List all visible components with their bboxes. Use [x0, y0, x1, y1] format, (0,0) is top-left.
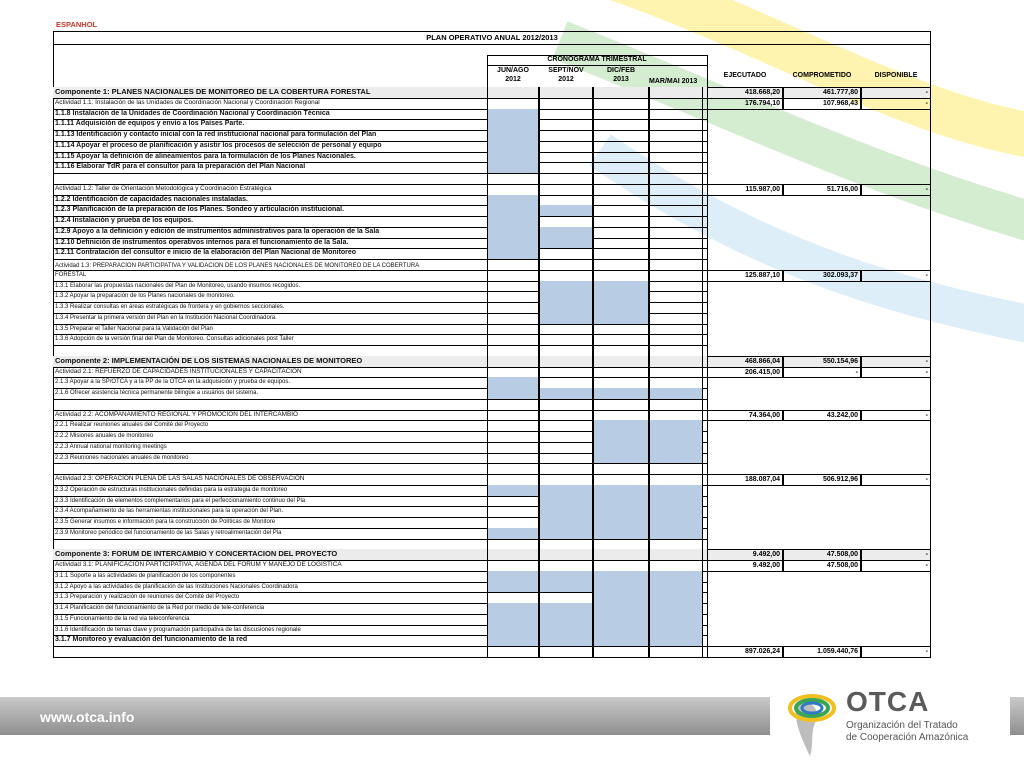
- row-label: 1.2.3 Planificación de la preparación de los Planes. Sondeo y articulación institucional.: [55, 206, 345, 214]
- table-row: [53, 496, 931, 507]
- grid-line: [707, 55, 708, 87]
- value-disponible: -: [861, 367, 931, 379]
- row-label: 1.3.6 Adopción de la versión final del Plan de Monitoreo. Consultas adicionales post Taller: [55, 336, 294, 343]
- table-row: [53, 141, 931, 152]
- table-row: [53, 324, 931, 335]
- table-row: [53, 356, 931, 367]
- value-disponible: -: [861, 549, 931, 561]
- row-label: 1.2.10 Definición de instrumentos operativos internos para el funcionamiento de la Sala.: [55, 238, 349, 246]
- plan-operativo-table: [53, 31, 931, 679]
- value-disponible: -: [861, 410, 931, 422]
- quarter-header-line1: DIC/FEB: [607, 67, 635, 74]
- row-label: 1.1.15 Apoyar la definición de alineamientos para la formulación de los Planes Nacionales.: [55, 152, 356, 160]
- row-label: 3.1.1 Soporte a las actividades de planificación de los componentes: [55, 572, 236, 579]
- table-row: [53, 431, 931, 442]
- table-row: [53, 291, 931, 302]
- row-label: 2.1.6 Ofrecer asistencia técnica permanente bilingüe a usuários del sistema.: [55, 390, 259, 396]
- value-comprometido: 550.154,96: [783, 356, 861, 368]
- row-label: 1.1.14 Apoyar el proceso de planificación y asistir los procesos de selección de personal y equipo: [55, 141, 382, 149]
- table-row: [53, 635, 931, 646]
- table-row: [53, 517, 931, 528]
- amazon-map-emblem-icon: [770, 676, 850, 766]
- value-ejecutado: 74.364,00: [707, 410, 783, 422]
- value-comprometido: 302.093,37: [783, 270, 861, 282]
- column-header-comprometido: COMPROMETIDO: [792, 72, 852, 79]
- row-label: 2.3.2 Operación de estructuras institucionales definidas para la estrategia de monitoreo: [55, 486, 288, 493]
- row-label: 2.2.3 Annual national monitoring meetings: [55, 443, 167, 450]
- value-ejecutado: 115.987,00: [707, 184, 783, 196]
- value-ejecutado: 9.492,00: [707, 549, 783, 561]
- quarter-header-line1: JUN/AGO: [497, 67, 529, 74]
- footer-url[interactable]: www.otca.info: [40, 709, 135, 725]
- value-ejecutado: 9.492,00: [707, 560, 783, 572]
- value-disponible: -: [861, 87, 931, 99]
- row-label: 1.1.11 Adquisición de equipos y envío a los Países Parte.: [55, 120, 245, 128]
- table-row: [53, 262, 931, 281]
- value-ejecutado: 206.415,00: [707, 367, 783, 379]
- table-row: [53, 377, 931, 388]
- row-label: 1.2.11 Contratación del consultor e inicio de la elaboración del Plan Nacional de Monitoreo: [55, 249, 357, 257]
- value-comprometido: 47.508,00: [783, 560, 861, 572]
- table-row: [53, 205, 931, 216]
- quarter-header-2: [539, 66, 593, 86]
- org-name-line-1: Organización del Tratado: [846, 720, 958, 731]
- row-label: 3.1.2 Apoyo a las actividades de planificación de las Instituciones Nacionales Coordinadora: [55, 583, 298, 590]
- value-comprometido: 47.508,00: [783, 549, 861, 561]
- table-row: [53, 313, 931, 324]
- table-row: [53, 238, 931, 249]
- value-ejecutado: 188.087,04: [707, 474, 783, 486]
- table-row: [53, 571, 931, 582]
- value-disponible: -: [861, 98, 931, 110]
- row-label: 3.1.7 Monitoreo y evaluación del funcionamiento de la red: [55, 636, 248, 644]
- table-row: [53, 195, 931, 206]
- value-comprometido: 51.716,00: [783, 184, 861, 196]
- value-disponible: -: [861, 474, 931, 486]
- otca-wordmark: OTCA: [846, 686, 930, 717]
- table-row: [53, 388, 931, 399]
- value-comprometido: 461.777,80: [783, 87, 861, 99]
- table-row: [53, 399, 931, 410]
- row-label-line2: FORESTAL: [55, 271, 87, 278]
- table-row: [53, 184, 931, 195]
- table-row: [53, 614, 931, 625]
- row-label: Actividad 1.3: PREPARACIÓN PARTICIPATIVA Y VALIDACIÓN DE LOS PLANES NACIONALES DE MONITOREO DE LA COBERTURA: [55, 262, 420, 269]
- row-label: 1.3.5 Preparar el Taller Nacional para la Validación del Plan: [55, 325, 213, 332]
- row-label: 1.1.8 Instalación de la Unidades de Coordinación Nacional y Coordinación Técnica: [55, 109, 330, 117]
- row-label: 1.3.3 Realizar consultas en áreas estratégicas de frontera y en gobiernos seccionales.: [55, 304, 285, 310]
- row-label: 1.1.13 Identificación y contacto inicial con la red institucional nacional para formulación del Plan: [55, 131, 377, 138]
- org-name-line-2: de Cooperación Amazónica: [846, 732, 969, 743]
- value-disponible: -: [861, 646, 931, 658]
- value-comprometido: -: [783, 367, 861, 379]
- row-label: 1.3.1 Elaborar las propuestas nacionales del Plan de Monitoreo, usando insumos recogidos.: [55, 282, 301, 289]
- value-comprometido: 506.912,96: [783, 474, 861, 486]
- row-label: 1.3.4 Presentar la primera versión del Plan en la Institución Nacional Coordinadora.: [55, 314, 277, 321]
- row-label: 3.1.3 Preparación y realización de reuniones del Comité del Proyecto: [55, 594, 240, 601]
- value-ejecutado: 897.026,24: [707, 646, 783, 658]
- column-header-ejecutado: EJECUTADO: [723, 72, 767, 79]
- value-ejecutado: 468.866,04: [707, 356, 783, 368]
- table-row: [53, 506, 931, 517]
- language-tag: ESPANHOL: [56, 20, 98, 29]
- row-label: 2.1.3 Apoyar a la SP/OTCA y a la PP de la OTCA en la adquisición y prueba de equipos.: [55, 379, 291, 386]
- row-label: 3.1.5 Funcionamiento de la red via teleconferencia: [55, 615, 190, 622]
- value-disponible: -: [861, 356, 931, 368]
- table-row: [53, 281, 931, 292]
- column-header-disponible: DISPONIBLE: [874, 72, 918, 79]
- quarter-header-line2: MAR/MAI 2013: [649, 78, 698, 85]
- table-row: [53, 130, 931, 141]
- table-row: [53, 152, 931, 163]
- table-row: [53, 485, 931, 496]
- value-comprometido: 1.059.440,76: [783, 646, 861, 658]
- table-row: [53, 474, 931, 485]
- grid-line: [487, 55, 488, 87]
- table-row: [53, 367, 931, 378]
- row-label: 2.3.5 Generar insumos e información para la construcción de Políticas de Monitore: [55, 519, 276, 525]
- quarter-header-line1: SEPT/NOV: [548, 67, 584, 74]
- row-label: Actividad 2.2: ACOMPAÑAMIENTO REGIONAL Y PROMOCIÓN DEL INTERCAMBIO: [55, 410, 299, 418]
- quarter-header-1: [487, 66, 539, 86]
- quarter-header-line2: 2012: [505, 76, 521, 83]
- table-row: [53, 582, 931, 593]
- table-row: [53, 463, 931, 474]
- value-ejecutado: 418.668,20: [707, 87, 783, 99]
- table-row: [53, 592, 931, 603]
- row-label: Actividad 1.1: Instalación de las Unidades de Coordinación Nacional y Coordinación Regional: [55, 98, 320, 106]
- row-label: Actividad 2.3: OPERACIÓN PLENA DE LAS SALAS NACIONALES DE OBSERVACIÓN: [55, 475, 305, 482]
- value-disponible: -: [861, 184, 931, 196]
- table-row: [53, 625, 931, 636]
- quarter-header-line1: [649, 66, 703, 75]
- table-row: [53, 216, 931, 227]
- value-disponible: -: [861, 560, 931, 572]
- otca-logo: [770, 676, 1010, 766]
- row-label: 1.2.4 Instalación y prueba de los equipos.: [55, 217, 194, 224]
- row-label: Componente 1: PLANES NACIONALES DE MONITOREO DE LA COBERTURA FORESTAL: [55, 87, 371, 96]
- table-row: [53, 334, 931, 345]
- row-separator: [53, 657, 707, 658]
- value-comprometido: 107.968,43: [783, 98, 861, 110]
- table-row: [53, 646, 931, 657]
- value-ejecutado: 176.794,10: [707, 98, 783, 110]
- table-row: [53, 420, 931, 431]
- row-label: Componente 2: IMPLEMENTACIÓN DE LOS SISTEMAS NACIONALES DE MONITOREO: [55, 355, 363, 365]
- quarter-header-line2: 2013: [613, 76, 629, 83]
- org-name: [846, 720, 968, 744]
- table-row: [53, 302, 931, 313]
- table-row: [53, 87, 931, 98]
- table-row: [53, 549, 931, 560]
- row-label: Actividad 3.1: PLANIFICACIÓN PARTICIPATIVA, AGENDA DEL FORUM Y MANEJO DE LOGÍSTICA: [55, 561, 342, 568]
- value-comprometido: 43.242,00: [783, 410, 861, 422]
- table-row: [53, 603, 931, 614]
- table-row: [53, 119, 931, 130]
- row-label: Componente 3: FORUM DE INTERCAMBIO Y CONCERTACION DEL PROYECTO: [55, 549, 338, 559]
- row-label: Actividad 1.2: Taller de Orientación Metodológica y Coordinación Estratégica: [55, 184, 272, 192]
- row-label: 2.3.9 Monitoreo periódico del funcionamiento de las Salas y retroalimentación del Pla: [55, 529, 282, 536]
- table-row: [53, 453, 931, 464]
- table-row: [53, 227, 931, 238]
- value-disponible: -: [861, 270, 931, 282]
- table-row: [53, 410, 931, 421]
- grid-line: [707, 87, 708, 657]
- row-label: 2.2.2 Misiones anuales de monitoreo: [55, 433, 154, 439]
- row-label: Actividad 2.1: REFUERZO DE CAPACIDADES INSTITUCIONALES Y CAPACITACIÓN: [55, 367, 302, 375]
- row-label: 2.2.3 Reuniones nacionales anuales de monitoreo: [55, 454, 189, 461]
- row-label: 1.2.2 Identificación de capacidades nacionales instaladas.: [55, 195, 248, 203]
- table-row: [53, 539, 931, 550]
- row-label: 1.2.9 Apoyo a la definición y edición de instrumentos administrativos para la operación de la Sala: [55, 227, 380, 235]
- row-label: 2.3.3 Identificación de elementos complementarios para el perfeccionamiento continuo del Pla: [55, 497, 306, 504]
- row-label: 2.3.4 Acompañamiento de las herramientas institucionales para la operación del Plan.: [55, 508, 284, 515]
- quarter-header-line2: 2012: [558, 76, 574, 83]
- quarter-header-4: [649, 66, 703, 86]
- quarter-header-3: [593, 66, 649, 86]
- table-row: [53, 173, 931, 184]
- cronograma-header: CRONOGRAMA TRIMESTRAL: [487, 55, 707, 66]
- row-label: 3.1.4 Planificación del funcionamiento de la Red por medio de tele-conferencia: [55, 605, 265, 611]
- row-label: 2.2.1 Realizar reuniones anuales del Comité del Proyecto: [55, 422, 209, 429]
- table-row: [53, 98, 931, 109]
- table-title: PLAN OPERATIVO ANUAL 2012/2013: [53, 31, 931, 45]
- row-label: 3.1.6 Identificación de temas clave y programación participativa de las discusiones regionale: [55, 626, 301, 633]
- table-row: [53, 248, 931, 259]
- grid-line: [487, 55, 707, 56]
- table-row: [53, 442, 931, 453]
- row-label: 1.1.16 Elaborar TdR para el consultor para la preparación del Plan Nacional: [55, 163, 306, 171]
- row-label: 1.3.2 Apoyar la preparación de los Planes nacionales de monitoreo.: [55, 293, 235, 300]
- table-row: [53, 345, 931, 356]
- table-row: [53, 560, 931, 571]
- value-ejecutado: 125.887,10: [707, 270, 783, 282]
- table-row: [53, 162, 931, 173]
- table-row: [53, 528, 931, 539]
- table-row: [53, 109, 931, 120]
